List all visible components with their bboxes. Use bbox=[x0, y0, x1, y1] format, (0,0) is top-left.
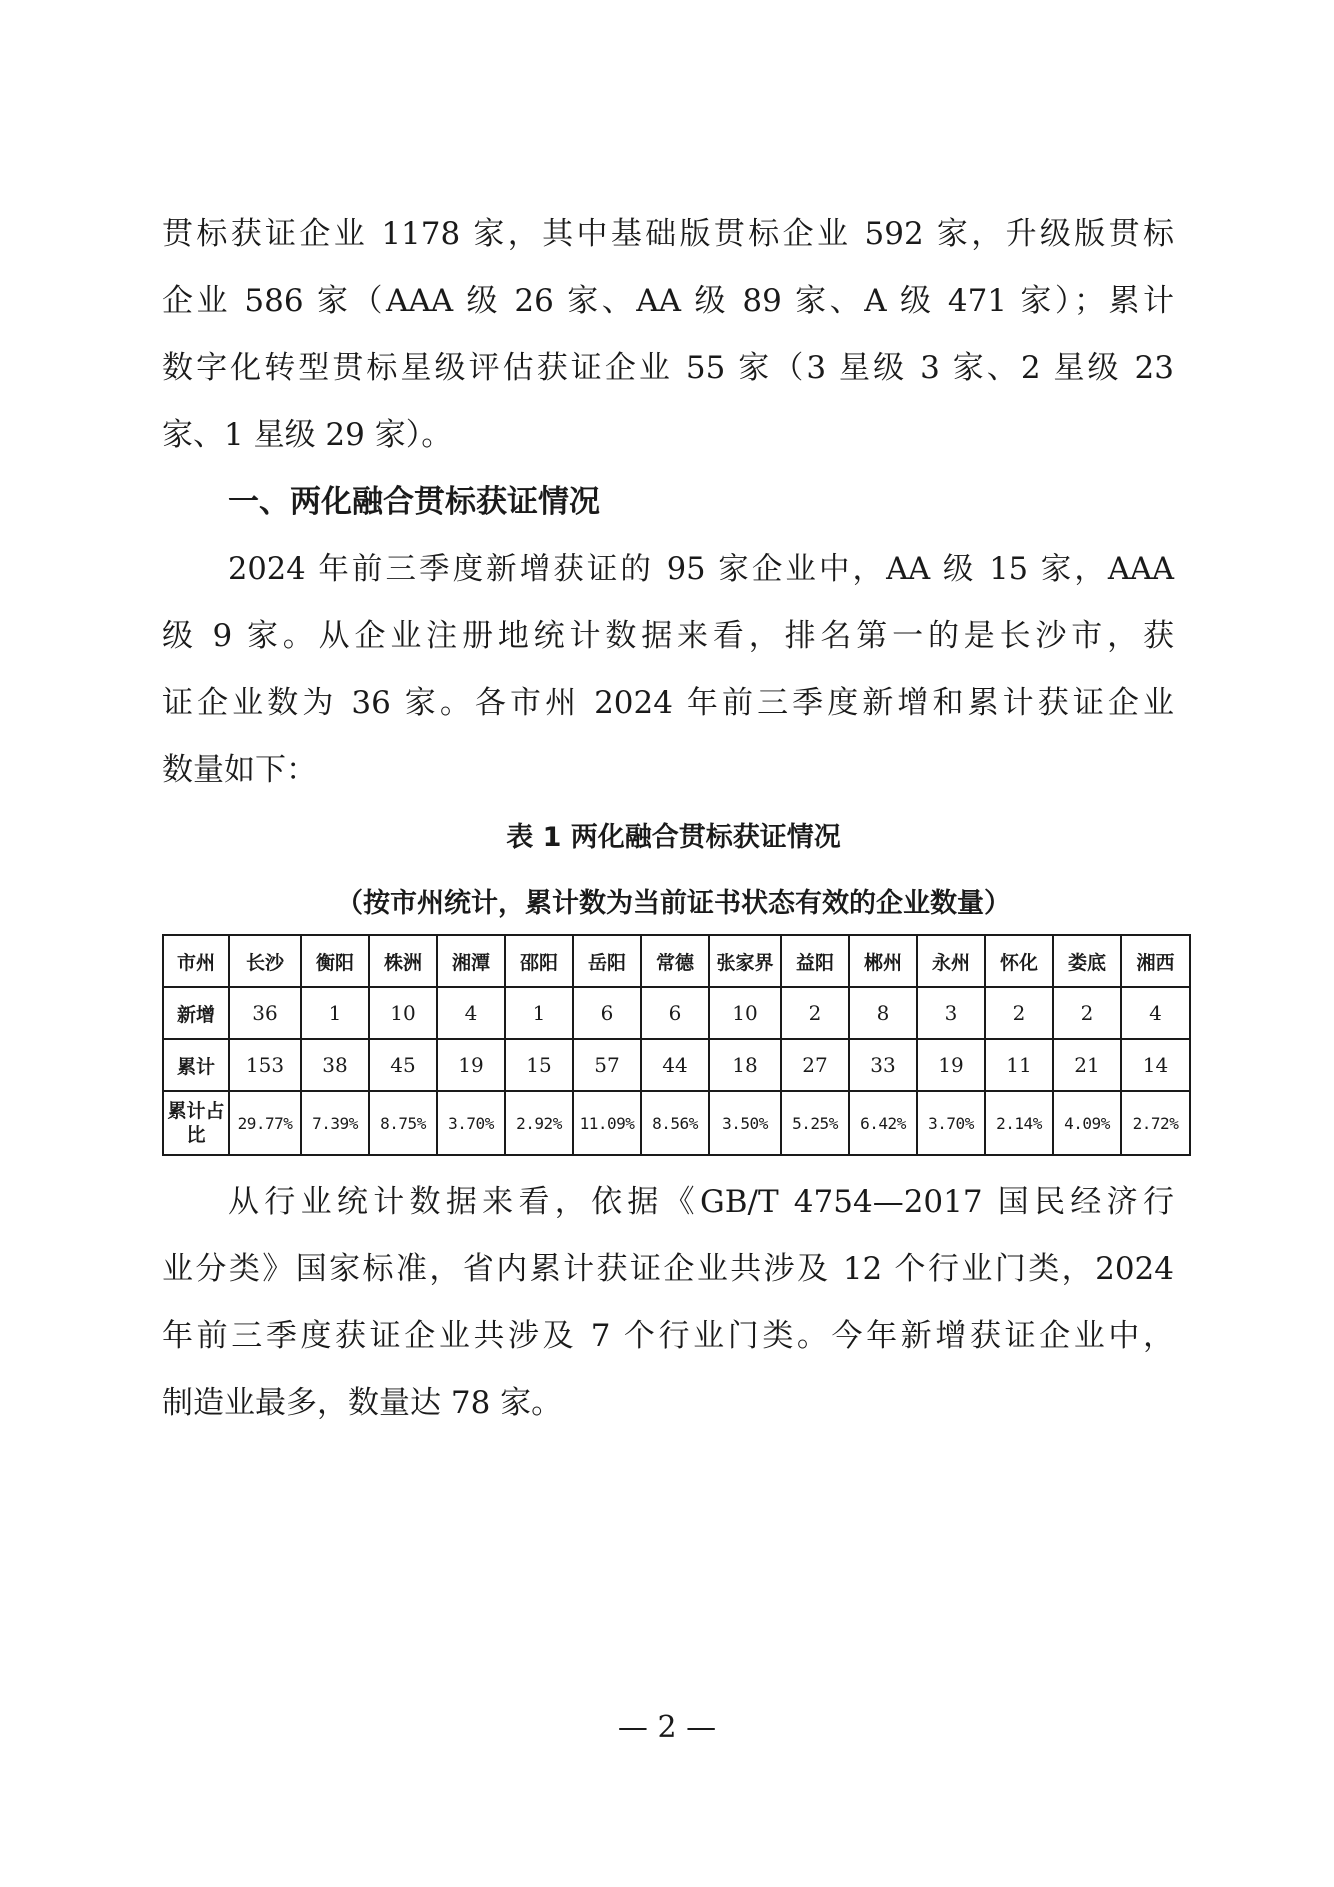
table-cell: 2.72% bbox=[1121, 1091, 1190, 1155]
table-row-new bbox=[163, 987, 1190, 1039]
table-cell: 36 bbox=[229, 987, 301, 1039]
table-row-share bbox=[163, 1091, 1190, 1155]
text-line: 贯标获证企业 1178 家，其中基础版贯标企业 592 家，升级版贯标 bbox=[162, 216, 1174, 252]
intro-paragraph bbox=[162, 201, 1174, 469]
table-row-cumulative bbox=[163, 1039, 1190, 1091]
table-cell: 11 bbox=[985, 1039, 1053, 1091]
table-header-row bbox=[163, 935, 1190, 987]
header-cell: 怀化 bbox=[985, 935, 1053, 987]
table-cell: 19 bbox=[917, 1039, 985, 1091]
table-cell: 27 bbox=[781, 1039, 849, 1091]
table-cell: 8.56% bbox=[641, 1091, 709, 1155]
table-cell: 38 bbox=[301, 1039, 369, 1091]
table-cell: 3.70% bbox=[437, 1091, 505, 1155]
table-cell: 2 bbox=[781, 987, 849, 1039]
table-cell: 4.09% bbox=[1053, 1091, 1121, 1155]
table-cell: 3.50% bbox=[709, 1091, 781, 1155]
table-cell: 33 bbox=[849, 1039, 917, 1091]
table-title: 表 1 两化融合贯标获证情况 bbox=[506, 822, 841, 853]
header-cell: 衡阳 bbox=[301, 935, 369, 987]
header-cell: 市州 bbox=[163, 935, 229, 987]
table-cell: 11.09% bbox=[573, 1091, 641, 1155]
text-line: 级 9 家。从企业注册地统计数据来看，排名第一的是长沙市，获 bbox=[162, 618, 1174, 654]
table-cell: 4 bbox=[437, 987, 505, 1039]
text-line: 证企业数为 36 家。各市州 2024 年前三季度新增和累计获证企业 bbox=[162, 685, 1174, 721]
header-cell: 永州 bbox=[917, 935, 985, 987]
text-line: 制造业最多，数量达 78 家。 bbox=[162, 1385, 563, 1421]
row-label: 累计占比 bbox=[163, 1091, 229, 1155]
table-cell: 3 bbox=[917, 987, 985, 1039]
text-line: 从行业统计数据来看，依据《GB/T 4754—2017 国民经济行 bbox=[228, 1184, 1174, 1220]
table-cell: 6.42% bbox=[849, 1091, 917, 1155]
table-cell: 10 bbox=[709, 987, 781, 1039]
table-cell: 29.77% bbox=[229, 1091, 301, 1155]
table-cell: 19 bbox=[437, 1039, 505, 1091]
text-line: 业分类》国家标准，省内累计获证企业共涉及 12 个行业门类，2024 bbox=[162, 1251, 1174, 1287]
table-cell: 8 bbox=[849, 987, 917, 1039]
table-cell: 45 bbox=[369, 1039, 437, 1091]
table-cell: 1 bbox=[301, 987, 369, 1039]
table-cell: 15 bbox=[505, 1039, 573, 1091]
table-cell: 21 bbox=[1053, 1039, 1121, 1091]
header-cell: 张家界 bbox=[709, 935, 781, 987]
table-cell: 57 bbox=[573, 1039, 641, 1091]
text-line: 年前三季度获证企业共涉及 7 个行业门类。今年新增获证企业中， bbox=[162, 1318, 1174, 1354]
page-number: — 2 — bbox=[617, 1710, 717, 1745]
row-label: 新增 bbox=[163, 987, 229, 1039]
text-line: 2024 年前三季度新增获证的 95 家企业中，AA 级 15 家，AAA bbox=[228, 552, 1174, 587]
header-cell: 株洲 bbox=[369, 935, 437, 987]
text-line: 数量如下： bbox=[162, 752, 317, 788]
table-cell: 14 bbox=[1121, 1039, 1190, 1091]
text-line: 企业 586 家（AAA 级 26 家、AA 级 89 家、A 级 471 家）；累计 bbox=[162, 283, 1174, 319]
table-cell: 8.75% bbox=[369, 1091, 437, 1155]
table-cell: 4 bbox=[1121, 987, 1190, 1039]
table-cell: 10 bbox=[369, 987, 437, 1039]
section-heading: 一、两化融合贯标获证情况 bbox=[228, 484, 600, 520]
section-paragraph bbox=[162, 536, 1174, 804]
header-cell: 湘西 bbox=[1121, 935, 1190, 987]
header-cell: 长沙 bbox=[229, 935, 301, 987]
table-cell: 6 bbox=[573, 987, 641, 1039]
text-line: 数字化转型贯标星级评估获证企业 55 家（3 星级 3 家、2 星级 23 bbox=[162, 350, 1174, 386]
row-label: 累计 bbox=[163, 1039, 229, 1091]
header-cell: 娄底 bbox=[1053, 935, 1121, 987]
table-subtitle: （按市州统计，累计数为当前证书状态有效的企业数量） bbox=[336, 888, 1011, 919]
table-cell: 2 bbox=[985, 987, 1053, 1039]
table-cell: 2.92% bbox=[505, 1091, 573, 1155]
text-line: 家、1 星级 29 家）。 bbox=[162, 417, 453, 453]
table-cell: 18 bbox=[709, 1039, 781, 1091]
header-cell: 邵阳 bbox=[505, 935, 573, 987]
header-cell: 郴州 bbox=[849, 935, 917, 987]
industry-paragraph bbox=[162, 1169, 1174, 1437]
table-cell: 153 bbox=[229, 1039, 301, 1091]
table-cell: 3.70% bbox=[917, 1091, 985, 1155]
header-cell: 益阳 bbox=[781, 935, 849, 987]
header-cell: 常德 bbox=[641, 935, 709, 987]
header-cell: 湘潭 bbox=[437, 935, 505, 987]
table-cell: 2.14% bbox=[985, 1091, 1053, 1155]
table-cell: 7.39% bbox=[301, 1091, 369, 1155]
table-cell: 1 bbox=[505, 987, 573, 1039]
header-cell: 岳阳 bbox=[573, 935, 641, 987]
table-cell: 44 bbox=[641, 1039, 709, 1091]
table-cell: 2 bbox=[1053, 987, 1121, 1039]
table-cell: 5.25% bbox=[781, 1091, 849, 1155]
certification-table bbox=[162, 934, 1191, 1156]
table-cell: 6 bbox=[641, 987, 709, 1039]
